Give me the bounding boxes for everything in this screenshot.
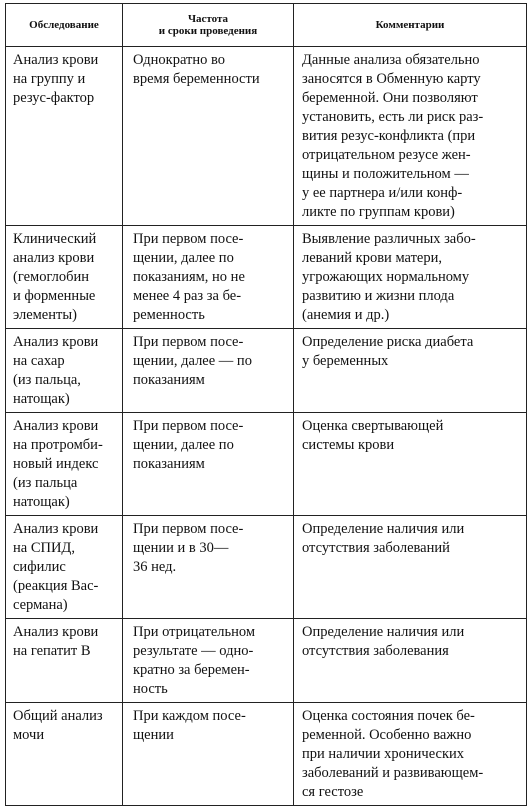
cell-frequency: При каждом посе- щении	[123, 703, 294, 806]
cell-exam: Анализ крови на гепатит В	[6, 619, 123, 703]
table-row	[6, 329, 527, 413]
cell-exam: Анализ крови на группу и резус-фактор	[6, 47, 123, 226]
cell-exam: Общий анализ мочи	[6, 703, 123, 806]
cell-exam: Анализ крови на сахар (из пальца, натощак)	[6, 329, 123, 413]
examination-table	[5, 3, 527, 806]
cell-comment: Оценка свертывающей системы крови	[294, 413, 527, 516]
cell-exam: Анализ крови на протромби- новый индекс (из пальца натощак)	[6, 413, 123, 516]
header-comment: Комментарии	[294, 4, 527, 47]
cell-frequency: При первом посе- щении, далее по показаниям	[123, 413, 294, 516]
table-row	[6, 619, 527, 703]
table-body	[6, 47, 527, 806]
cell-frequency: При первом посе- щении и в 30— 36 нед.	[123, 516, 294, 619]
table-row	[6, 703, 527, 806]
cell-frequency: При отрицательном результате — одно- кратно за беремен- ность	[123, 619, 294, 703]
table-row	[6, 413, 527, 516]
cell-comment: Определение наличия или отсутствия заболевания	[294, 619, 527, 703]
cell-frequency: При первом посе- щении, далее по показаниям, но не менее 4 раз за бе- ременность	[123, 226, 294, 329]
table-header	[6, 4, 527, 47]
cell-comment: Данные анализа обязательно заносятся в Обменную карту беременной. Они позволяют установить, есть ли риск раз- вития резус-конфликта (при отрицательном резусе жен- щины и положительном — у ее партнера и/или конф- ликте по группам крови)	[294, 47, 527, 226]
cell-comment: Определение наличия или отсутствия заболеваний	[294, 516, 527, 619]
header-exam: Обследование	[6, 4, 123, 47]
cell-comment: Выявление различных забо- леваний крови матери, угрожающих нормальному развитию и жизни плода (анемия и др.)	[294, 226, 527, 329]
cell-exam: Клинический анализ крови (гемоглобин и форменные элементы)	[6, 226, 123, 329]
table-row	[6, 226, 527, 329]
cell-comment: Оценка состояния почек бе- ременной. Особенно важно при наличии хронических заболеваний и развивающем- ся гестозе	[294, 703, 527, 806]
header-row	[6, 4, 527, 47]
cell-frequency: При первом посе- щении, далее — по показаниям	[123, 329, 294, 413]
cell-frequency: Однократно во время беременности	[123, 47, 294, 226]
cell-exam: Анализ крови на СПИД, сифилис (реакция Вас- сермана)	[6, 516, 123, 619]
table-row	[6, 47, 527, 226]
header-frequency: Частота и сроки проведения	[123, 4, 294, 47]
table-row	[6, 516, 527, 619]
cell-comment: Определение риска диабета у беременных	[294, 329, 527, 413]
